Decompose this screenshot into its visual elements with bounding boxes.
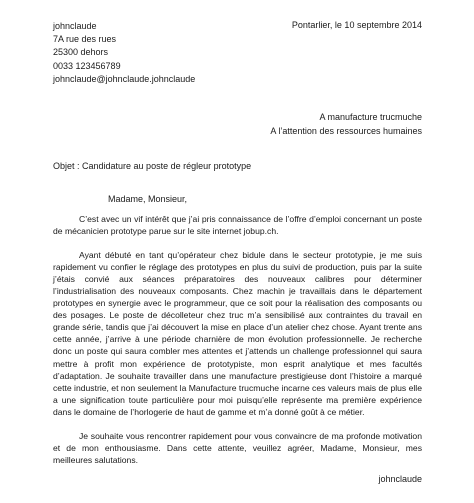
body-paragraph-closing: Je souhaite vous rencontrer rapidement pour vous convaincre de ma profonde motivation et de mon enthousiasme. Dans cette attente, veuillez agréer, Madame, Monsieur, mes meilleures salutations.	[53, 430, 422, 465]
sender-phone: 0033 123456789	[53, 60, 121, 71]
recipient-block	[270, 110, 422, 138]
letter-signature: johnclaude	[378, 474, 422, 484]
letter-date: Pontarlier, le 10 septembre 2014	[291, 20, 422, 30]
sender-email: johnclaude@johnclaude.johnclaude	[53, 73, 196, 84]
sender-street: 7A rue des rues	[53, 34, 117, 45]
recipient-attention: A l’attention des ressources humaines	[270, 126, 422, 136]
recipient-company: A manufacture trucmuche	[319, 112, 422, 122]
sender-block	[53, 20, 195, 86]
letter-body	[53, 213, 422, 466]
sender-city: 25300 dehors	[53, 47, 109, 58]
letter-subject: Objet : Candidature au poste de régleur prototype	[53, 161, 252, 171]
body-paragraph-experience: Ayant débuté en tant qu’opérateur chez bidule dans le secteur prototypie, je me suis rapidement vu confier le réglage des prototypes en plus du suivi de production, puis par la suite j’étais convié aux séances préparatoires des nouveaux calibres pour déterminer l’industrialisation des nouveaux composants. Chez machin je travaillais dans le département prototypes en synergie avec le programmeur, que ce soit pour la réalisation des composants ou des posages. Le poste de décolleteur chez truc m’a sensibilisé aux contraintes du travail en grande série, tandis que j’ai découvert la mise en place d’un atelier chez chose. Ayant trente ans cette année, j’arrive à une période charnière de mon évolution professionnelle. Je recherche donc un poste qui saura combler mes attentes et j’attends un challenge professionnel qui saura mettre à profit mon expérience de prototypiste, mon esprit analytique et mes facultés d’adaptation. Je souhaite travailler dans une manufacture prestigieuse dont l’histoire a marqué cette industrie, et non seulement la Manufacture trucmuche incarne ces valeurs mais de plus elle a une signification toute particulière pour moi puisqu’elle représente ma première expérience dans le domaine de l’horlogerie de haut de gamme et m’a donné goût à ce métier.	[53, 250, 422, 417]
sender-name: johnclaude	[53, 21, 97, 31]
letter-salutation: Madame, Monsieur,	[108, 194, 188, 204]
body-paragraph-intro: C’est avec un vif intérêt que j’ai pris connaissance de l’offre d’emploi concernant un poste de mécanicien prototype parue sur le site internet jobup.ch.	[53, 214, 422, 237]
